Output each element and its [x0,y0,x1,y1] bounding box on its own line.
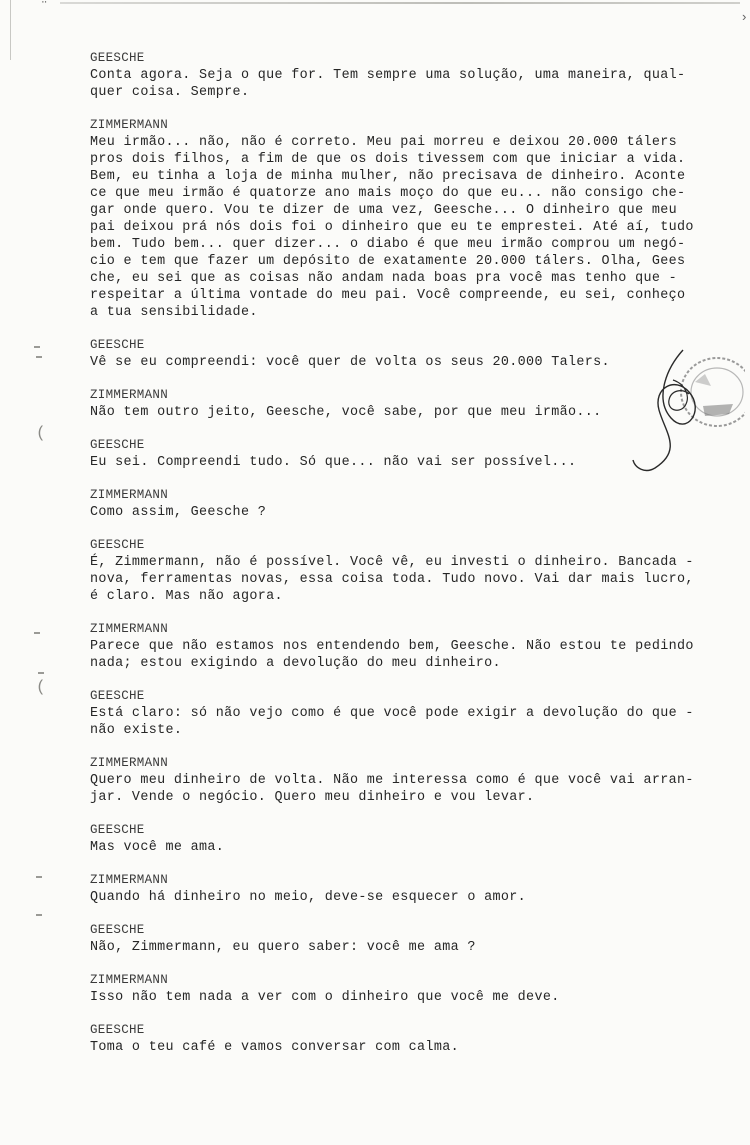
dialogue-line: nova, ferramentas novas, essa coisa toda. Tudo novo. Vai dar mais lucro, [90,572,694,587]
dialogue-line: jar. Vende o negócio. Quero meu dinheiro e vou levar. [90,790,535,805]
dialogue-line: Meu irmão... não, não é correto. Meu pai morreu e deixou 20.000 tálers [90,135,677,150]
dialogue-block [90,922,740,956]
dialogue-line: Conta agora. Seja o que for. Tem sempre uma solução, uma maneira, qual- [90,68,686,83]
dialogue-block [90,117,740,321]
dialogue-line: Toma o teu café e vamos conversar com calma. [90,1040,459,1055]
dialogue-line: bem. Tudo bem... quer dizer... o diabo é que meu irmão comprou um negó- [90,237,686,252]
dialogue-line: Como assim, Geesche ? [90,505,267,520]
dialogue-block [90,50,740,101]
speaker-name: ZIMMERMANN [90,756,169,770]
speaker-name: GEESCHE [90,689,145,703]
speaker-name: ZIMMERMANN [90,973,169,987]
margin-speck [36,356,42,358]
dialogue-line: Vê se eu compreendi: você quer de volta os seus 20.000 Talers. [90,355,610,370]
speaker-name: GEESCHE [90,823,145,837]
dialogue-line: a tua sensibilidade. [90,305,258,320]
dialogue-block [90,872,740,906]
speaker-name: ZIMMERMANN [90,118,169,132]
dialogue-line: Está claro: só não vejo como é que você pode exigir a devolução do que - [90,706,694,721]
dialogue-line: Isso não tem nada a ver com o dinheiro que você me deve. [90,990,560,1005]
dialogue-block [90,688,740,739]
dialogue-line: não existe. [90,723,183,738]
speaker-name: GEESCHE [90,538,145,552]
corner-mark: ¨ [40,0,49,16]
dialogue-block [90,537,740,605]
speaker-name: ZIMMERMANN [90,873,169,887]
dialogue-line: Mas você me ama. [90,840,225,855]
dialogue-line: Quando há dinheiro no meio, deve-se esquecer o amor. [90,890,527,905]
top-rule [60,2,740,4]
speaker-name: GEESCHE [90,338,145,352]
margin-speck [34,632,40,634]
dialogue-block [90,822,740,856]
corner-mark-right: › [740,10,748,25]
speaker-name: GEESCHE [90,51,145,65]
dialogue-block [90,621,740,672]
dialogue-line: quer coisa. Sempre. [90,85,250,100]
speaker-name: GEESCHE [90,1023,145,1037]
dialogue-line: Não tem outro jeito, Geesche, você sabe, por que meu irmão... [90,405,602,420]
speaker-name: ZIMMERMANN [90,622,169,636]
dialogue-line: ce que meu irmão é quatorze ano mais moço do que eu... não consigo che- [90,186,686,201]
dialogue-block [90,487,740,521]
dialogue-block [90,755,740,806]
speaker-name: ZIMMERMANN [90,388,169,402]
dialogue-block [90,1022,740,1056]
dialogue-line: Bem, eu tinha a loja de minha mulher, não precisava de dinheiro. Aconte [90,169,686,184]
margin-speck [36,914,42,916]
speaker-name: GEESCHE [90,438,145,452]
dialogue-line: cio e tem que fazer um depósito de exatamente 20.000 tálers. Olha, Gees [90,254,686,269]
dialogue-line: che, eu sei que as coisas não andam nada boas pra você mas tenho que - [90,271,677,286]
dialogue-line: é claro. Mas não agora. [90,589,283,604]
script-body [90,50,740,1072]
dialogue-line: pai deixou prá nós dois foi o dinheiro que eu te emprestei. Até aí, tudo [90,220,694,235]
margin-speck [38,672,44,674]
dialogue-line: É, Zimmermann, não é possível. Você vê, eu investi o dinheiro. Bancada - [90,555,694,570]
speaker-name: GEESCHE [90,923,145,937]
left-margin-line [10,0,11,60]
dialogue-line: Quero meu dinheiro de volta. Não me interessa como é que você vai arran- [90,773,694,788]
margin-speck [36,876,42,878]
censor-stamp-signature [625,340,745,480]
dialogue-block [90,972,740,1006]
margin-speck [34,346,40,348]
margin-paren-mark: ( [36,678,46,696]
dialogue-line: gar onde quero. Vou te dizer de uma vez, Geesche... O dinheiro que meu [90,203,677,218]
dialogue-line: pros dois filhos, a fim de que os dois tivessem com que iniciar a vida. [90,152,686,167]
dialogue-line: respeitar a última vontade do meu pai. Você compreende, eu sei, conheço [90,288,686,303]
speaker-name: ZIMMERMANN [90,488,169,502]
dialogue-line: Parece que não estamos nos entendendo bem, Geesche. Não estou te pedindo [90,639,694,654]
dialogue-line: nada; estou exigindo a devolução do meu dinheiro. [90,656,501,671]
dialogue-line: Não, Zimmermann, eu quero saber: você me ama ? [90,940,476,955]
dialogue-line: Eu sei. Compreendi tudo. Só que... não vai ser possível... [90,455,577,470]
margin-paren-mark: ( [36,424,46,442]
